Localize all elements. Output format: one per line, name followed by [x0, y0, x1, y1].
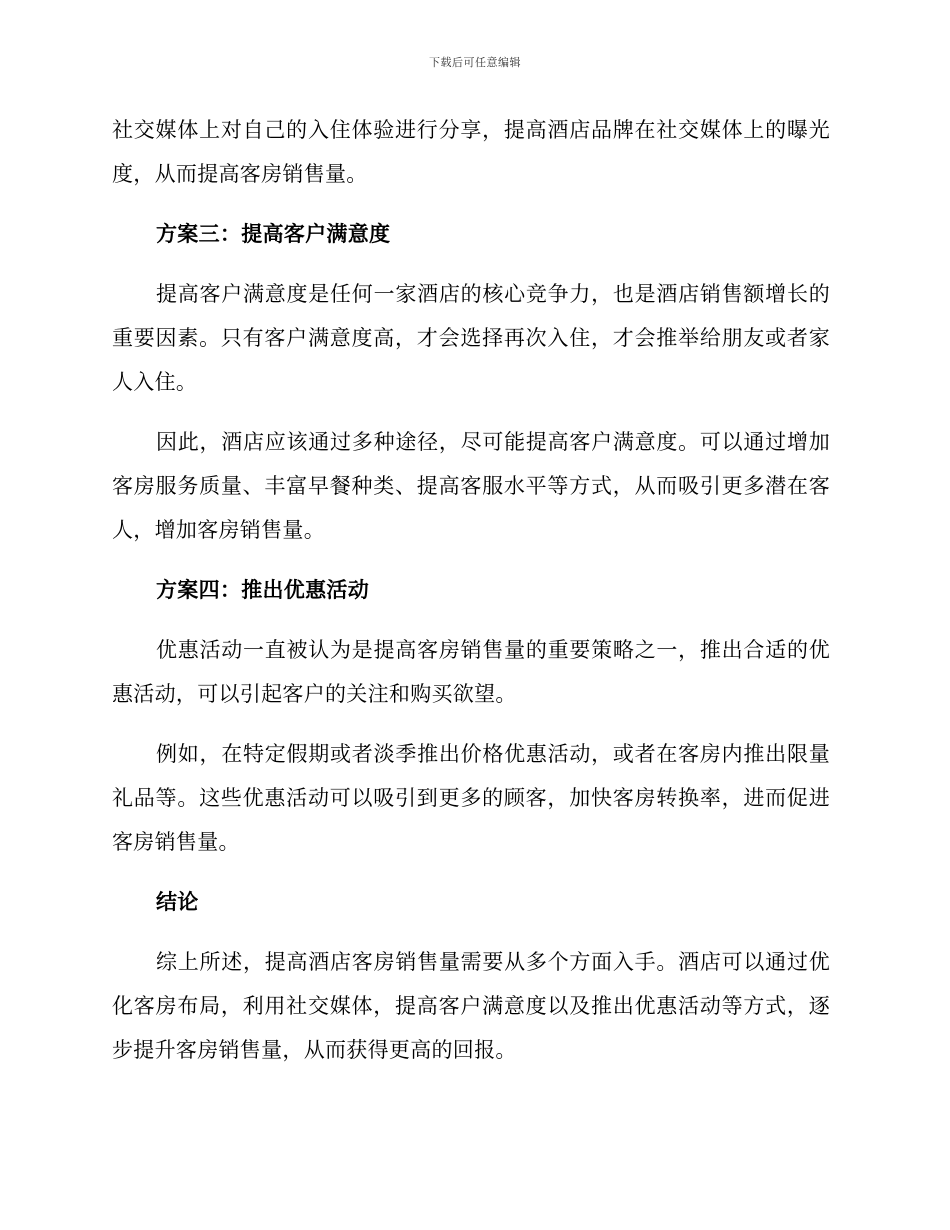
paragraph-satisfaction-methods: 因此，酒店应该通过多种途径，尽可能提高客户满意度。可以通过增加客房服务质量、丰富早餐种类、提高客服水平等方式，从而吸引更多潜在客人，增加客房销售量。: [112, 430, 830, 542]
heading-conclusion: 结论: [156, 890, 199, 914]
heading-plan-four: 方案四：推出优惠活动: [156, 578, 369, 602]
paragraph-promotion-examples: 例如，在特定假期或者淡季推出价格优惠活动，或者在客房内推出限量礼品等。这些优惠活动可以吸引到更多的顾客，加快客房转换率，进而促进客房销售量。: [112, 742, 830, 854]
paragraph-satisfaction-importance: 提高客户满意度是任何一家酒店的核心竞争力，也是酒店销售额增长的重要因素。只有客户满意度高，才会选择再次入住，才会推举给朋友或者家人入住。: [112, 282, 830, 394]
header-note: 下载后可任意编辑: [429, 56, 521, 69]
paragraph-promotion-strategy: 优惠活动一直被认为是提高客房销售量的重要策略之一，推出合适的优惠活动，可以引起客户的关注和购买欲望。: [112, 638, 830, 706]
heading-plan-three: 方案三：提高客户满意度: [156, 222, 391, 246]
paragraph-social-media-continuation: 社交媒体上对自己的入住体验进行分享，提高酒店品牌在社交媒体上的曝光度，从而提高客房销售量。: [112, 118, 830, 186]
paragraph-conclusion: 综上所述，提高酒店客房销售量需要从多个方面入手。酒店可以通过优化客房布局，利用社交媒体，提高客户满意度以及推出优惠活动等方式，逐步提升客房销售量，从而获得更高的回报。: [112, 950, 830, 1062]
document-body: [112, 108, 830, 1088]
